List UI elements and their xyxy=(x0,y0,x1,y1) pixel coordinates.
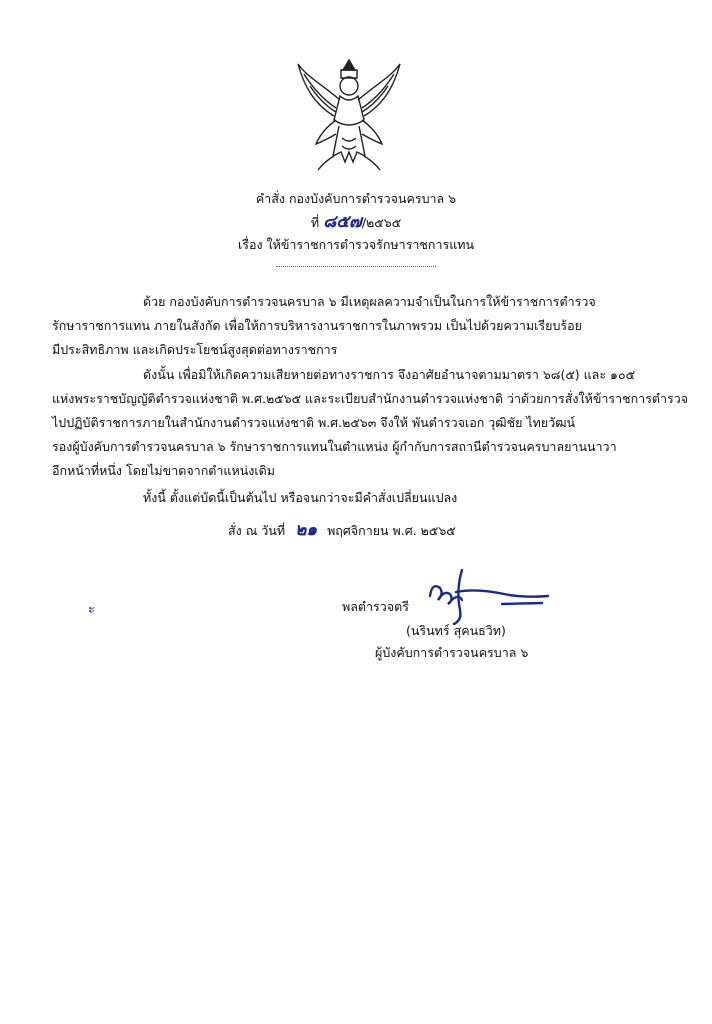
signer-rank: พลตำรวจตรี xyxy=(342,599,409,614)
p3-line: ทั้งนี้ ตั้งแต่บัดนี้เป็นต้นไป หรือจนกว่าจะมีคำสั่งเปลี่ยนแปลง xyxy=(143,490,458,505)
p2-line-4: รองผู้บังคับการตำรวจนครบาล ๖ รักษาราชการแทนในตำแหน่ง ผู้กำกับการสถานีตำรวจนครบาลยานนาวา xyxy=(52,439,617,454)
order-title: คำสั่ง กองบังคับการตำรวจนครบาล ๖ xyxy=(255,191,457,206)
p2-line-5: อีกหน้าที่หนึ่ง โดยไม่ขาดจากตำแหน่งเดิม xyxy=(52,463,275,478)
handwritten-signature xyxy=(416,560,556,630)
p1-line-3: มีประสิทธิภาพ และเกิดประโยชน์สูงสุดต่อทางราชการ xyxy=(52,342,338,357)
p2-line-1: ดังนั้น เพื่อมิให้เกิดความเสียหายต่อทางราชการ จึงอาศัยอำนาจตามมาตรา ๖๘(๕) และ ๑๐๕ xyxy=(143,367,636,382)
date-rest: พฤศจิกายน พ.ศ. ๒๕๖๕ xyxy=(327,523,456,538)
order-date xyxy=(228,516,456,543)
order-subject: เรื่อง ให้ข้าราชการตำรวจรักษาราชการแทน xyxy=(237,237,475,252)
garuda-emblem-icon xyxy=(294,56,404,174)
side-mark: ะ xyxy=(88,602,95,617)
p1-line-1: ด้วย กองบังคับการตำรวจนครบาล ๖ มีเหตุผลความจำเป็นในการให้ข้าราชการตำรวจ xyxy=(143,294,596,309)
date-day-handwritten: ๒๑ xyxy=(295,520,318,540)
number-suffix: /๒๕๖๕ xyxy=(361,215,402,230)
p2-line-3: ไปปฏิบัติราชการภายในสำนักงานตำรวจแห่งชาติ พ.ศ.๒๕๖๓ จึงให้ พันตำรวจเอก วุฒิชัย ไทยวัฒน์ xyxy=(52,415,576,430)
signer-position: ผู้บังคับการตำรวจนครบาล ๖ xyxy=(375,645,529,660)
separator-dots xyxy=(276,266,436,267)
signer-name: (นรินทร์ สุคนธวิท) xyxy=(406,623,506,638)
order-number xyxy=(0,208,712,235)
p1-line-2: รักษาราชการแทน ภายในสังกัด เพื่อให้การบริหารงานราชการในภาพรวม เป็นไปด้วยความเรียบร้อย xyxy=(52,318,582,333)
p2-line-2: แห่งพระราชบัญญัติตำรวจแห่งชาติ พ.ศ.๒๕๖๕ และระเบียบสำนักงานตำรวจแห่งชาติ ว่าด้วยการสั่งให้ข้าราชการตำรวจ xyxy=(52,391,689,406)
number-handwritten: ๘๕๗ xyxy=(323,212,362,232)
date-prefix: สั่ง ณ วันที่ xyxy=(228,523,286,538)
number-prefix: ที่ xyxy=(310,215,320,230)
